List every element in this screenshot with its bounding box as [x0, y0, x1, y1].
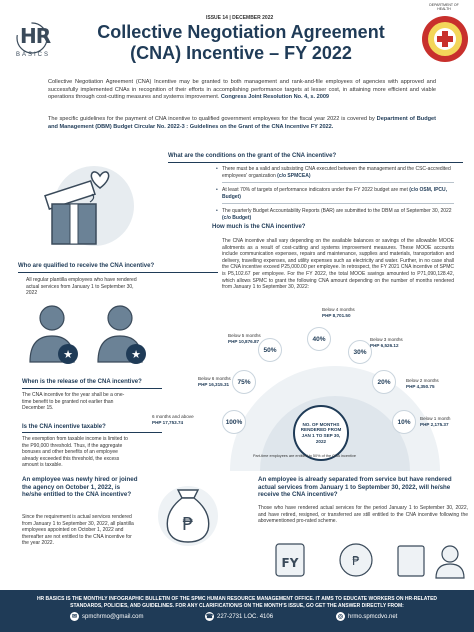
contact-website[interactable]: [336, 612, 397, 621]
part-time-note: Part-time employees are entitled to 50% of the CNA incentive: [253, 454, 356, 458]
contact-phone[interactable]: [205, 612, 273, 621]
pct-75: 75%: [232, 370, 256, 394]
segment-name: 6 months and above: [152, 414, 194, 419]
hired-text: Since the requirement is actual services rendered from January 1 to September 30, 2022, all plantilla employees appointed on October 1, 2022 and thereafter are not entitled to the CNA incentive for the year 2022.: [22, 514, 134, 546]
pct-40: 40%: [307, 327, 331, 351]
page-title: [66, 22, 416, 63]
intro-ref-2: Department of Budget and Management (DBM) Budget Circular No. 2022-3 : Guidelines on the Grant of the CNA Incentive FY 2022.: [48, 116, 436, 130]
when-question: When is the release of the CNA incentive?: [22, 379, 142, 385]
pct-20: 20%: [372, 370, 396, 394]
divider: [22, 388, 162, 389]
condition-item: [214, 166, 454, 179]
condition-ref: (c/o SPMCEA): [277, 172, 311, 179]
segment-label-10: [420, 416, 450, 427]
condition-text: There must be a valid and subsisting CNA executed between the management and the CSC-accredited employees' organization: [222, 166, 451, 179]
segment-label-40: [322, 307, 355, 318]
gift-box-icon: [32, 154, 152, 254]
segment-label-30: [370, 337, 403, 348]
condition-item: [214, 208, 454, 221]
contact-website-text: hrmo.spmcdvo.net: [348, 613, 398, 620]
intro-text-1: Collective Negotiation Agreement (CNA) Incentive may be granted to both management and rank-and-file employees of agencies with approved and successfully implemented CNAs in recognition of their efforts in accomplishing performance targets at lesser cost, in attaining more efficient and viable operations through cost-cutting measures and systems improvement.: [48, 79, 436, 101]
segment-amount: PHP 8,701.50: [322, 312, 351, 318]
taxable-text: The exemption from taxable income is limited to the P90,000 threshold. Thus, if the aggregate bonuses and other benefits of an employee already exceeded this threshold, the excess amount is taxable.: [22, 436, 128, 468]
issue-label: ISSUE 14 | DECEMBER 2022: [206, 15, 274, 21]
employees-icon: [22, 300, 172, 370]
svg-text:★: ★: [63, 348, 73, 361]
segment-amount: PHP 10,876.87: [228, 338, 260, 344]
taxable-question: Is the CNA incentive taxable?: [22, 424, 106, 430]
globe-icon: ◎: [337, 614, 344, 620]
how-much-question: How much is the CNA incentive?: [212, 224, 306, 230]
intro-text-2: The specific guidelines for the payment of CNA incentive to qualified government employees for the fiscal year 2022 is covered by: [48, 116, 375, 122]
how-much-text: The CNA incentive shall vary depending on the available balances or savings of the allowable MOOE allotments as a result of cost-cutting and systems improvement measures. These MOOE accounts include communication expenses, repairs and maintenance, supplies and materials, transportation and delivery, travelling expenses, and utility expenses such as electricity and water. Further, in no case shall the CNA incentive exceed P25,000.00 per employee. In retrospect, the FY 2021 CNA incentive of SPMC is P5,102.67 per employee. For the FY 2022, the total MOOE savings amounted to P71,090,128.42, which allows SPMC to grant the following CNA amount depending on the number of months rendered from January 1 to September 30, 2022:: [222, 238, 454, 291]
separation-icons: [272, 538, 472, 586]
segment-name: Below 3 months: [370, 337, 403, 342]
contact-phone-text: 227-2731 LOC. 4106: [217, 613, 274, 620]
svg-text:₱: ₱: [182, 514, 194, 535]
svg-text:FY: FY: [281, 556, 299, 570]
divider: [222, 203, 454, 204]
segment-name: Below 5 months: [228, 333, 261, 338]
segment-name: Below 6 months: [198, 376, 231, 381]
condition-text: The quarterly Budget Accountability Reports (BAR) are submitted to the DBM as of September 30, 2022: [222, 208, 452, 214]
logo-text: HR: [20, 24, 51, 48]
pct-100: 100%: [222, 410, 246, 434]
separated-question: An employee is already separated from service but have rendered actual services from January 1 to September 30, 2022, will he/she receive the CNA incentive?: [258, 476, 452, 499]
title-line-1: Collective Negotiation Agreement: [97, 22, 385, 42]
divider: [22, 432, 162, 433]
condition-ref: (c/o OSM, IPCU, Budget): [222, 187, 448, 200]
svg-text:★: ★: [131, 348, 141, 361]
segment-label-20: [406, 378, 439, 389]
segment-amount: PHP 4,350.75: [406, 383, 435, 389]
who-question: Who are qualified to receive the CNA incentive?: [18, 263, 155, 269]
phone-icon: ☎: [205, 614, 214, 620]
pct-50: 50%: [258, 338, 282, 362]
segment-label-100: [152, 414, 194, 425]
segment-name: Below 1 month: [420, 416, 451, 421]
segment-name: Below 2 months: [406, 378, 439, 383]
condition-text: At least 70% of targets of performance indicators under the FY 2022 budget are met: [222, 187, 408, 193]
seal-caption: DEPARTMENT OF HEALTH: [429, 3, 459, 12]
when-text: The CNA incentive for the year shall be a one-time benefit to be granted not earlier than December 15.: [22, 392, 125, 411]
pct-30: 30%: [348, 340, 372, 364]
divider: [18, 272, 218, 273]
intro-ref-1: Congress Joint Resolution No. 4, s. 2009: [220, 94, 330, 101]
hired-question: An employee was newly hired or joined the agency on October 1, 2022, is he/she entitled to the CNA incentive?: [22, 476, 138, 499]
email-icon: ✉: [71, 614, 78, 620]
segment-label-50: [228, 333, 261, 344]
title-line-2: (CNA) Incentive – FY 2022: [130, 42, 352, 63]
svg-text:₱: ₱: [352, 554, 360, 568]
condition-ref: (c/o Budget): [222, 214, 252, 221]
conditions-question: What are the conditions on the grant of the CNA incentive?: [168, 153, 337, 159]
pct-10: 10%: [392, 410, 416, 434]
segment-amount: PHP 16,315.31: [198, 381, 230, 387]
separated-text: Those who have rendered actual services for the period January 1 to September 30, 2022, and have retired, resigned, or transferred are still entitled to the CNA incentive following the abovementioned pro-rated scheme.: [258, 505, 468, 524]
money-bag-icon: [152, 470, 224, 550]
intro-paragraph-1: [48, 79, 436, 102]
logo-subtext: BASICS: [16, 52, 51, 58]
conditions-list: [214, 166, 454, 226]
footer-text: HR BASICS IS THE MONTHLY INFOGRAPHIC BULLETIN OF THE SPMC HUMAN RESOURCE MANAGEMENT OFFICE. IT AIMS TO EDUCATE WORKERS ON HR-RELATED STANDARDS, POLICIES, AND GUIDELINES. FOR ANY CLARIFICATION/S ON THE MONTH'S ISSUE, GO GET THE ANSWER DIRECTLY FROM:: [36, 596, 438, 609]
hospital-seal-icon: [420, 14, 470, 64]
segment-amount: PHP 17,753.74: [152, 419, 184, 425]
contact-email-text: spmchrmo@gmail.com: [82, 613, 144, 620]
contact-email[interactable]: [70, 612, 143, 621]
hr-basics-logo: [12, 22, 56, 66]
intro-paragraph-2: [48, 116, 436, 131]
segment-amount: PHP 2,175.37: [420, 421, 449, 427]
segment-label-75: [198, 376, 231, 387]
condition-item: [214, 187, 454, 200]
segment-amount: PHP 6,526.12: [370, 342, 399, 348]
who-text: All regular plantilla employees who have rendered actual services from January 1 to September 30, 2022: [26, 277, 137, 296]
segment-name: Below 4 months: [322, 307, 355, 312]
divider: [222, 182, 454, 183]
months-rendered-center: NO. OF MONTHS RENDERED FROM JAN 1 TO SEP 30, 2022: [293, 405, 349, 461]
